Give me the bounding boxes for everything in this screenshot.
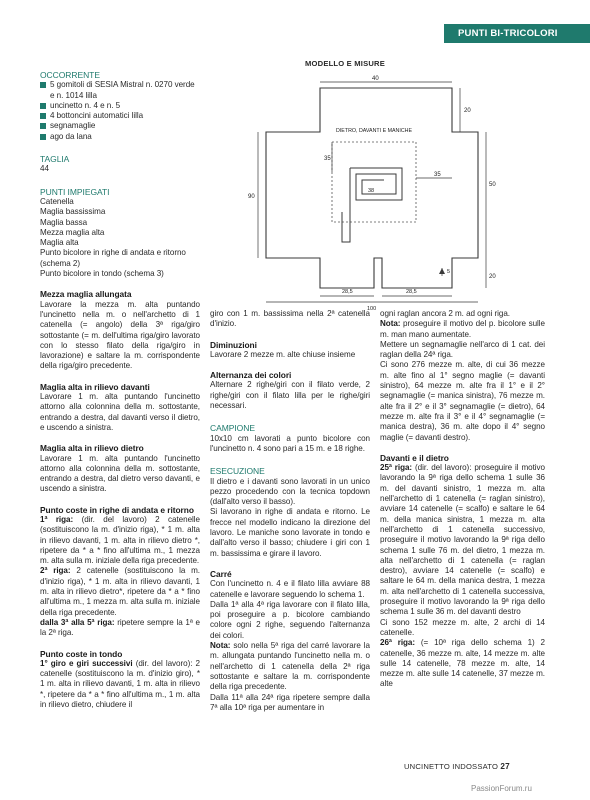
punti-title: PUNTI IMPIEGATI xyxy=(40,186,110,197)
col3-nota: Nota: proseguire il motivo del p. bicolore sulle m. man mano aumentate. xyxy=(380,319,545,339)
list-item: Maglia bassissima xyxy=(40,207,106,217)
magazine-name: UNCINETTO INDOSSATO xyxy=(404,762,499,771)
dim-inner-height: 35 xyxy=(324,156,331,162)
occorrente-title: OCCORRENTE xyxy=(40,70,100,80)
list-item: Maglia alta xyxy=(40,238,79,248)
esecuzione-text1: Il dietro e i davanti sono lavorati in un unico pezzo procedendo con la tecnica topdown (dall'alto verso il basso). xyxy=(210,476,370,507)
list-item: Catenella xyxy=(40,196,74,206)
dim-right-lower: 20 xyxy=(489,274,496,280)
dim-right-upper: 20 xyxy=(464,108,471,114)
row26: 26ª riga: (= 10ª riga dello schema 1) 2 catenelle, 36 mezze m. alte, 14 mezze m. alte sulle 14 catenelle, 78 mezze m. alte, 14 mezze m. alte sulle 14 catenelle, 37 mezze m. alte xyxy=(380,638,545,689)
mma-text: Lavorare la mezza m. alta puntando l'uncinetto nella m. o nell'archetto di 1 catenella (= angolo) della 3ª riga/giro sottostante (= m. dell'ultima riga/giro lavorato con lo stesso filato della riga/giro in lavorazione) e saltare la m. corrispondente della riga/giro precedente. xyxy=(40,299,200,371)
section-label: PUNTI BI-TRICOLORI xyxy=(444,24,590,43)
column-right xyxy=(380,309,545,690)
list-item: segnamaglie xyxy=(40,121,200,131)
campione-text: 10x10 cm lavorati a punto bicolore con l'uncinetto n. 4 sono pari a 15 m. e 18 righe. xyxy=(210,433,370,453)
carre-text1: Con l'uncinetto n. 4 e il filato lilla avviare 88 catenelle e lavorare seguendo lo schema 1. xyxy=(210,579,370,599)
bullet-square-icon xyxy=(40,113,46,119)
list-item: 5 gomitoli di SESIA Mistral n. 0270 verde e n. 1014 lilla xyxy=(40,80,200,101)
col3-text3: Ci sono 276 mezze m. alte, di cui 36 mezze m. alte fino al 1° segno maglie (= davanti sinistro), 64 mezze m. alte fra il 1° e il 2° segnamaglie (= manica sinistra), 76 mezze m. alte fra il 2° e il 3° segnamaglie (= dietro), 64 mezze m. alte fra il 3° e il 4° segnamaglie (= manica destra), 36 m. alte dopo il 4° segno maglie (= davanti destro). xyxy=(380,360,545,442)
list-item: Punto bicolore in righe di andata e ritorno (schema 2) xyxy=(40,248,186,268)
watermark: PassionForum.ru xyxy=(471,784,532,793)
dim-arrow-label: 5 xyxy=(447,269,451,275)
page-footer xyxy=(404,762,510,771)
carre-title: Carré xyxy=(210,568,232,579)
pc-title: Punto coste in righe di andata e ritorno xyxy=(40,504,194,515)
alt-title: Alternanza dei colori xyxy=(210,370,292,381)
col3-text2: Mettere un segnamaglie nell'arco di 1 cat. dei raglan della 24ª riga. xyxy=(380,339,545,360)
dim-bottom-right: 28,5 xyxy=(406,289,417,295)
list-item: uncinetto n. 4 e n. 5 xyxy=(40,101,200,111)
bullet-square-icon xyxy=(40,123,46,129)
dim-bottom-left: 28,5 xyxy=(342,289,353,295)
pc-row2: 2ª riga: 2 catenelle (sostituiscono la m. d'inizio riga), * 1 m. alta in rilievo davanti, 1 m. alta in rilievo dietro*, ripetere da * a * fino all'ultima m., 1 mezza m. alta sulla m. iniziale della riga precedente. xyxy=(40,566,200,617)
diagram-center-label: DIETRO, DAVANTI E MANICHE xyxy=(336,128,413,134)
page-number: 27 xyxy=(500,762,510,771)
carre-nota: Nota: solo nella 5ª riga del carré lavorare la m. allungata puntando l'uncinetto nella m. o nell'archetto di 1 catenella della 2ª riga sottostante e saltare la m. corrispondente della riga precedente. xyxy=(210,641,370,692)
punti-list xyxy=(40,197,200,279)
carre-text3: Dalla 11ª alla 24ª riga ripetere sempre dalla 7ª alla 10ª riga per aumentare in xyxy=(210,692,370,712)
dim-text: Lavorare 2 mezze m. alte chiuse insieme xyxy=(210,349,356,359)
dim-title: Diminuzioni xyxy=(210,339,257,350)
occorrente-list xyxy=(40,80,200,142)
pc-row1: 1ª riga: (dir. del lavoro) 2 catenelle (sostituiscono la m. d'inizio riga), * 1 m. alta in rilievo davanti, 1 m. alta in rilievo dietro *, ripetere da * a * fino all'ultima m., 1 mezza m. alta sulla m. iniziale della riga precedente. xyxy=(40,514,200,566)
col3-text4: Ci sono 152 mezze m. alte, 2 archi di 14 catenelle. xyxy=(380,617,545,637)
dim-bottom-total: 100 xyxy=(367,306,377,312)
bullet-square-icon xyxy=(40,103,46,109)
list-item: ago da lana xyxy=(40,132,200,142)
col3-intro: ogni raglan ancora 2 m. ad ogni riga. xyxy=(380,309,510,318)
dim-left-total: 90 xyxy=(248,194,255,200)
mad-title: Maglia alta in rilievo davanti xyxy=(40,381,150,392)
pct-title: Punto coste in tondo xyxy=(40,648,123,659)
neck-spiral xyxy=(350,168,402,200)
pc-row3: dalla 3ª alla 5ª riga: ripetere sempre la 1ª e la 2ª riga. xyxy=(40,617,201,638)
front-opening xyxy=(342,168,350,242)
column-middle xyxy=(210,309,370,713)
dim-right-inner: 35 xyxy=(434,172,441,178)
list-item: 4 bottoncini automatici lilla xyxy=(40,111,200,121)
bullet-square-icon xyxy=(40,82,46,88)
direction-arrow-icon xyxy=(439,268,445,274)
alt-text: Alternare 2 righe/giri con il filato verde, 2 righe/giri con il filato lilla per le righe/giri necessari. xyxy=(210,380,370,411)
mad-text: Lavorare 1 m. alta puntando l'uncinetto attorno alla colonnina della m. sottostante, entrando a destra, dal davanti verso il dietro, e uscendo a sinistra. xyxy=(40,392,200,432)
col2-intro: giro con 1 m. bassissima nella 2ª catenella d'inizio. xyxy=(210,309,370,329)
dd-title: Davanti e il dietro xyxy=(380,452,449,463)
dim-right-total: 50 xyxy=(489,182,496,188)
list-item: Punto bicolore in tondo (schema 3) xyxy=(40,269,164,279)
mma-title: Mezza maglia allungata xyxy=(40,289,132,300)
mar-text: Lavorare 1 m. alta puntando l'uncinetto attorno alla colonnina della m. sottostante, entrando a destra, dal dietro verso davanti, e uscendo a sinistra. xyxy=(40,453,200,494)
list-item: Maglia bassa xyxy=(40,217,88,227)
pct-text: 1° giro e giri successivi (dir. del lavoro): 2 catenelle (sostituiscono la m. d'inizio giro), * 1 m. alta in rilievo davanti, 1 m. alta in rilievo *, ripetere da * a * fino all'ultima m., 1 m. alta in rilievo dietro, chiudere il xyxy=(40,658,201,710)
model-diagram xyxy=(246,72,506,312)
dim-top-width: 40 xyxy=(372,76,379,82)
diagram-title: MODELLO E MISURE xyxy=(305,59,385,68)
row25: 25ª riga: (dir. del lavoro): proseguire il motivo lavorando la 9ª riga dello schema 1 sulle 36 m. del davanti sinistro, 1 mezza m. alta nell'archetto di 1 catenella (= raglan sinistro), avviare 14 catenelle (= scalfo) e saltare le 64 m. della manica sinistra, 1 mezza m. alta nell'archetto di 1 catenella successivo, proseguire il motivo lavorando la 9ª riga dello schema 1 sulle 76 m. del dietro, 1 mezza m. alta nell'archetto di 1 catenella (= raglan destro), avviare 14 catenelle (= scalfo) e saltare le 64 m. della manica destra, 1 mezza m. alta nell'archetto di 1 catenella successiva, proseguire il motivo lavorando la 9ª riga dello schema 1 sulle 36 m. del davanti destro xyxy=(380,463,545,617)
taglia-title: TAGLIA xyxy=(40,154,70,165)
campione-title: CAMPIONE xyxy=(210,423,255,434)
list-item: Mezza maglia alta xyxy=(40,227,105,237)
esecuzione-title: ESECUZIONE xyxy=(210,466,265,477)
column-left xyxy=(40,70,200,710)
outline-inner-dashed xyxy=(332,142,416,222)
bullet-square-icon xyxy=(40,134,46,140)
carre-text2: Dalla 1ª alla 4ª riga lavorare con il filato lilla, poi proseguire a p. bicolore cambiando colore ogni 2 righe, seguendo l'alternanza dei colori. xyxy=(210,599,370,640)
mar-title: Maglia alta in rilievo dietro xyxy=(40,443,144,454)
dim-neck: 38 xyxy=(368,188,375,194)
taglia-value: 44 xyxy=(40,164,49,174)
esecuzione-text2: Si lavorano in righe di andata e ritorno. Le frecce nel modello indicano la direzione del lavoro. Le maniche sono lavorate in tondo e dall'alto verso il basso; chiudere i giri con 1 m. bassissima e girare il lavoro. xyxy=(210,507,370,558)
